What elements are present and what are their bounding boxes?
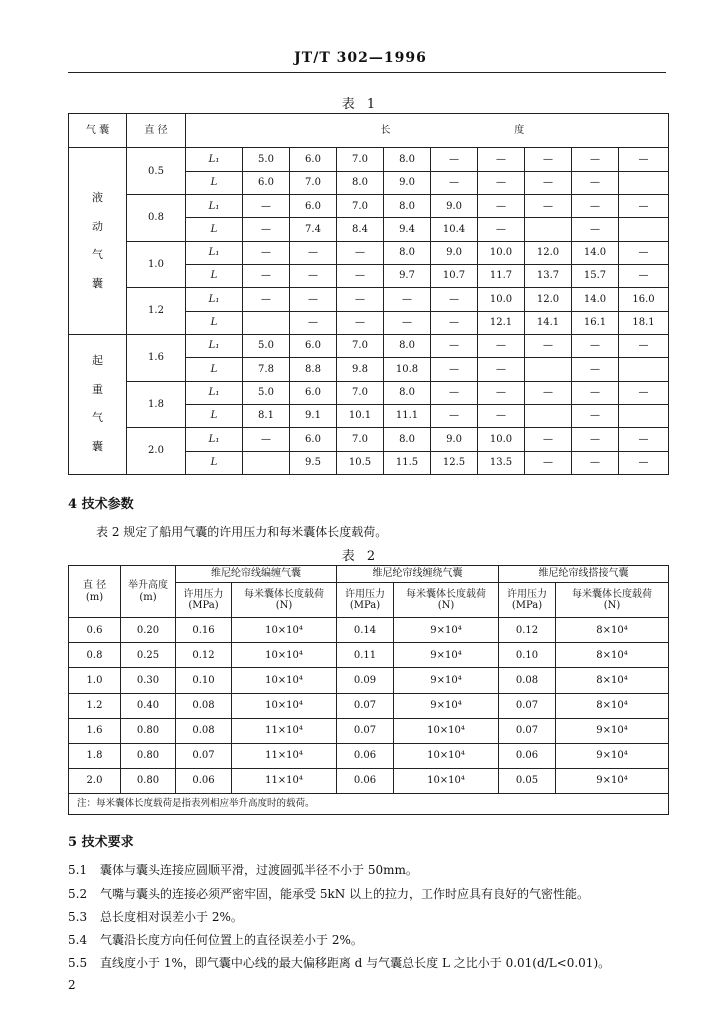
length-value-cell: 13.7 (525, 265, 572, 288)
table2-cell: 11×10⁴ (232, 718, 337, 743)
length-value-cell: 10.5 (337, 451, 384, 474)
requirement-number: 5.5 (68, 956, 88, 970)
length-value-cell: 10.0 (478, 428, 525, 451)
length-value-cell: 7.0 (337, 381, 384, 404)
t2-pressure-label: 许用压力 (345, 588, 385, 600)
table2-cell: 2.0 (69, 768, 121, 793)
table2-cell: 1.2 (69, 693, 121, 718)
diameter-cell: 2.0 (127, 428, 186, 475)
table2-cell: 10×10⁴ (394, 743, 499, 768)
table2-cell: 10×10⁴ (232, 693, 337, 718)
table1-row (69, 241, 669, 264)
length-value-cell: — (431, 288, 478, 311)
table2-cell: 0.16 (176, 618, 232, 643)
length-value-cell: 8.0 (337, 171, 384, 194)
table2-row (69, 643, 669, 668)
table2-cell: 9×10⁴ (556, 718, 669, 743)
table2-row (69, 668, 669, 693)
length-value-cell: — (431, 311, 478, 334)
table2-cell: 0.8 (69, 643, 121, 668)
t2-pressure-header (337, 582, 394, 618)
table2-header-row1 (69, 566, 669, 583)
length-value-cell: 9.0 (384, 171, 431, 194)
table2-cell: 0.08 (176, 718, 232, 743)
t2-diameter-unit: (m) (85, 591, 104, 603)
diameter-cell: 1.8 (127, 381, 186, 428)
length-value-cell: — (525, 381, 572, 404)
table2-row (69, 693, 669, 718)
table2-cell: 0.07 (337, 693, 394, 718)
length-symbol-cell: L (186, 311, 243, 334)
length-value-cell: — (619, 334, 669, 357)
length-value-cell (525, 358, 572, 381)
section5-heading: 5 技术要求 (68, 835, 134, 850)
diameter-cell: 0.5 (127, 148, 186, 195)
length-value-cell: — (525, 195, 572, 218)
type-header: 气 囊 (69, 114, 127, 148)
diameter-cell: 1.0 (127, 241, 186, 288)
length-value-cell: 8.0 (384, 148, 431, 171)
length-value-cell: — (572, 358, 619, 381)
requirement-item (68, 931, 678, 948)
length-value-cell: 10.1 (337, 404, 384, 427)
table2-cell: 0.07 (337, 718, 394, 743)
length-value-cell: 14.0 (572, 241, 619, 264)
table2-cell: 0.14 (337, 618, 394, 643)
table2-cell: 0.40 (121, 693, 176, 718)
table2-note-row (69, 793, 669, 814)
length-value-cell (619, 404, 669, 427)
t2-diameter-label: 直 径 (82, 580, 107, 592)
group-label-char: 重 (92, 382, 103, 396)
length-value-cell: — (572, 195, 619, 218)
t2-pressure-label: 许用压力 (507, 588, 547, 600)
length-value-cell: — (243, 265, 290, 288)
requirement-number: 5.3 (68, 910, 88, 924)
requirement-item (68, 861, 678, 878)
section4-heading: 4 技术参数 (68, 497, 134, 512)
table2-cell: 9×10⁴ (394, 693, 499, 718)
table2-cell: 0.11 (337, 643, 394, 668)
t2-load-header (232, 582, 337, 618)
length-value-cell: — (243, 195, 290, 218)
table2-cell: 10×10⁴ (394, 768, 499, 793)
table2-cell: 0.80 (121, 718, 176, 743)
length-value-cell: 6.0 (290, 148, 337, 171)
length-value-cell: 6.0 (290, 334, 337, 357)
requirement-text: 气囊沿长度方向任何位置上的直径误差小于 2%。 (100, 933, 363, 947)
length-value-cell: — (619, 265, 669, 288)
length-value-cell: 9.1 (290, 404, 337, 427)
length-value-cell: — (478, 148, 525, 171)
length-value-cell: — (431, 334, 478, 357)
length-value-cell: — (290, 265, 337, 288)
length-value-cell: 9.0 (431, 428, 478, 451)
page-number: 2 (68, 978, 76, 992)
table2-cell: 0.10 (499, 643, 556, 668)
length-value-cell: 6.0 (290, 381, 337, 404)
length-value-cell: 7.8 (243, 358, 290, 381)
requirement-text: 直线度小于 1%，即气囊中心线的最大偏移距离 d 与气囊总长度 L 之比小于 0.01(d/L<0.01)。 (100, 956, 611, 970)
length-value-cell: 15.7 (572, 265, 619, 288)
table2-cell: 8×10⁴ (556, 693, 669, 718)
length-value-cell: 9.7 (384, 265, 431, 288)
table2-caption: 表 2 (341, 549, 380, 564)
length-symbol-cell: L (186, 171, 243, 194)
table2-cell: 9×10⁴ (556, 743, 669, 768)
length-value-cell: 7.0 (337, 428, 384, 451)
length-value-cell: 8.1 (243, 404, 290, 427)
length-value-cell: — (478, 195, 525, 218)
t2-load-header (556, 582, 669, 618)
section4-intro: 表 2 规定了船用气囊的许用压力和每米囊体长度载荷。 (96, 525, 388, 539)
length-value-cell: 12.0 (525, 288, 572, 311)
length-value-cell: — (572, 218, 619, 241)
t2-load-header (394, 582, 499, 618)
table2-cell: 0.06 (499, 743, 556, 768)
t2-load-unit: (N) (275, 600, 293, 612)
length-symbol-cell: L₁ (186, 241, 243, 264)
length-value-cell: 14.1 (525, 311, 572, 334)
table2-cell: 1.0 (69, 668, 121, 693)
t2-group1-header: 维尼纶帘线编缠气囊 (176, 566, 337, 583)
table2-cell: 0.06 (337, 768, 394, 793)
length-value-cell: — (243, 428, 290, 451)
length-value-cell: 8.0 (384, 381, 431, 404)
table2-cell: 11×10⁴ (232, 768, 337, 793)
table2-cell: 8×10⁴ (556, 618, 669, 643)
group-label-char: 气 (92, 411, 103, 425)
t2-group2-header: 维尼纶帘线缠绕气囊 (337, 566, 499, 583)
table2-cell: 0.06 (176, 768, 232, 793)
length-symbol-cell: L (186, 218, 243, 241)
length-symbol-cell: L (186, 451, 243, 474)
length-symbol-cell: L (186, 358, 243, 381)
t2-load-label: 每米囊体长度载荷 (406, 588, 486, 600)
length-value-cell: 12.0 (525, 241, 572, 264)
length-value-cell: 8.0 (384, 195, 431, 218)
group-label-char: 动 (92, 219, 103, 233)
length-value-cell: 7.4 (290, 218, 337, 241)
requirement-number: 5.4 (68, 933, 88, 947)
group-label-char: 气 (92, 248, 103, 262)
table2-cell: 9×10⁴ (394, 643, 499, 668)
length-value-cell: 8.8 (290, 358, 337, 381)
length-value-cell: — (619, 195, 669, 218)
length-value-cell: 10.0 (478, 241, 525, 264)
group-label-char: 液 (92, 191, 103, 205)
table2-cell: 10×10⁴ (232, 618, 337, 643)
length-value-cell: 5.0 (243, 334, 290, 357)
table1-row (69, 148, 669, 171)
table2-cell: 0.10 (176, 668, 232, 693)
length-value-cell: — (431, 404, 478, 427)
length-value-cell: 13.5 (478, 451, 525, 474)
t2-lift-label: 举升高度 (128, 580, 168, 592)
length-value-cell: — (478, 171, 525, 194)
t2-pressure-unit: (MPa) (188, 600, 219, 612)
length-value-cell: — (525, 171, 572, 194)
diameter-header: 直 径 (127, 114, 186, 148)
length-value-cell: 12.5 (431, 451, 478, 474)
table2-cell: 1.6 (69, 718, 121, 743)
length-value-cell: — (478, 218, 525, 241)
t2-lift-unit: (m) (139, 591, 157, 603)
table2-cell: 0.12 (499, 618, 556, 643)
requirement-item (68, 885, 678, 902)
t2-pressure-header (176, 582, 232, 618)
t2-diameter-header (69, 566, 121, 618)
t2-load-unit: (N) (603, 600, 621, 612)
table2-cell: 0.05 (499, 768, 556, 793)
table2-row (69, 743, 669, 768)
table2-cell: 1.8 (69, 743, 121, 768)
length-value-cell: 9.4 (384, 218, 431, 241)
table1-header-row (69, 114, 669, 148)
length-value-cell: — (337, 288, 384, 311)
length-value-cell: 16.0 (619, 288, 669, 311)
length-value-cell: 6.0 (290, 195, 337, 218)
table2-cell: 10×10⁴ (394, 718, 499, 743)
length-value-cell: — (290, 311, 337, 334)
length-value-cell (619, 358, 669, 381)
length-value-cell: — (337, 265, 384, 288)
length-value-cell: 14.0 (572, 288, 619, 311)
table1-row (69, 195, 669, 218)
standard-code: JT/T 302—1996 (294, 50, 427, 66)
length-value-cell: 10.0 (478, 288, 525, 311)
requirement-text: 气嘴与囊头的连接必须严密牢固，能承受 5kN 以上的拉力，工作时应具有良好的气密性能。 (100, 887, 590, 901)
length-value-cell (243, 311, 290, 334)
length-value-cell: — (243, 241, 290, 264)
length-value-cell (525, 218, 572, 241)
group-label-lifting (69, 334, 127, 474)
t2-pressure-unit: (MPa) (511, 600, 543, 612)
length-value-cell: — (572, 428, 619, 451)
t2-load-label: 每米囊体长度载荷 (244, 588, 324, 600)
t2-pressure-unit: (MPa) (349, 600, 381, 612)
t2-pressure-header (499, 582, 556, 618)
length-symbol-cell: L₁ (186, 428, 243, 451)
length-value-cell: 7.0 (337, 195, 384, 218)
length-symbol-cell: L₁ (186, 195, 243, 218)
length-value-cell: 8.4 (337, 218, 384, 241)
length-value-cell: 8.0 (384, 334, 431, 357)
requirement-number: 5.2 (68, 887, 88, 901)
t2-lift-header (121, 566, 176, 618)
length-symbol-cell: L (186, 404, 243, 427)
length-value-cell: — (478, 404, 525, 427)
table2-cell: 0.20 (121, 618, 176, 643)
table2-cell: 0.07 (176, 743, 232, 768)
table2-cell: 0.08 (176, 693, 232, 718)
group-label-char: 囊 (92, 440, 103, 454)
t2-load-label: 每米囊体长度载荷 (572, 588, 652, 600)
table2-body (69, 566, 669, 815)
table2-cell: 0.80 (121, 743, 176, 768)
table2 (68, 565, 669, 815)
diameter-cell: 1.2 (127, 288, 186, 335)
length-symbol-cell: L₁ (186, 334, 243, 357)
table2-cell: 0.6 (69, 618, 121, 643)
table2-note: 注：每米囊体长度载荷是指表列相应举升高度时的载荷。 (69, 793, 669, 814)
table2-row (69, 618, 669, 643)
length-symbol-cell: L₁ (186, 148, 243, 171)
length-value-cell: — (619, 428, 669, 451)
length-value-cell: — (243, 218, 290, 241)
table2-row (69, 718, 669, 743)
table2-cell: 8×10⁴ (556, 668, 669, 693)
length-value-cell: — (384, 288, 431, 311)
length-value-cell: — (525, 334, 572, 357)
table1 (68, 113, 669, 475)
group-label-char: 囊 (92, 276, 103, 290)
table1-row (69, 334, 669, 357)
length-value-cell: 11.7 (478, 265, 525, 288)
length-value-cell: — (525, 428, 572, 451)
diameter-cell: 1.6 (127, 334, 186, 381)
diameter-cell: 0.8 (127, 195, 186, 242)
length-value-cell: 5.0 (243, 148, 290, 171)
table2-cell: 10×10⁴ (232, 643, 337, 668)
length-value-cell: 10.8 (384, 358, 431, 381)
length-value-cell: — (572, 381, 619, 404)
requirement-item (68, 954, 678, 971)
t2-load-unit: (N) (437, 600, 455, 612)
table2-cell: 0.09 (337, 668, 394, 693)
length-value-cell: 9.5 (290, 451, 337, 474)
table2-cell: 9×10⁴ (556, 768, 669, 793)
group-label-char: 起 (92, 354, 103, 368)
requirement-text: 总长度相对误差小于 2%。 (100, 910, 243, 924)
length-value-cell: — (572, 334, 619, 357)
table2-cell: 0.08 (499, 668, 556, 693)
length-value-cell: — (384, 311, 431, 334)
length-header-part2: 度 (431, 114, 669, 148)
t2-group3-header: 维尼纶帘线搭接气囊 (499, 566, 669, 583)
group-label-hydraulic (69, 148, 127, 335)
length-value-cell: — (572, 451, 619, 474)
table2-cell: 0.30 (121, 668, 176, 693)
length-value-cell: 12.1 (478, 311, 525, 334)
table2-cell: 0.25 (121, 643, 176, 668)
length-value-cell: — (572, 171, 619, 194)
length-value-cell: — (337, 241, 384, 264)
table1-row (69, 381, 669, 404)
length-header-part1: 长 (186, 114, 431, 148)
length-value-cell: — (619, 241, 669, 264)
length-value-cell (619, 171, 669, 194)
length-value-cell: 7.0 (337, 148, 384, 171)
length-value-cell: — (290, 241, 337, 264)
length-value-cell: 7.0 (290, 171, 337, 194)
table1-body (69, 114, 669, 475)
table2-cell: 10×10⁴ (232, 668, 337, 693)
length-value-cell: — (290, 288, 337, 311)
length-value-cell: 9.0 (431, 195, 478, 218)
length-value-cell: — (431, 171, 478, 194)
length-value-cell: 9.8 (337, 358, 384, 381)
length-value-cell (243, 451, 290, 474)
length-symbol-cell: L₁ (186, 288, 243, 311)
length-value-cell: 8.0 (384, 241, 431, 264)
length-value-cell: — (243, 288, 290, 311)
header-rule (68, 72, 666, 73)
length-value-cell: — (478, 358, 525, 381)
length-value-cell: 7.0 (337, 334, 384, 357)
table1-row (69, 288, 669, 311)
length-value-cell: — (431, 358, 478, 381)
length-value-cell: 5.0 (243, 381, 290, 404)
length-value-cell: 8.0 (384, 428, 431, 451)
table2-cell: 0.06 (337, 743, 394, 768)
length-value-cell: — (525, 451, 572, 474)
length-value-cell: 11.5 (384, 451, 431, 474)
length-value-cell: 6.0 (243, 171, 290, 194)
length-value-cell: — (619, 451, 669, 474)
length-value-cell: — (619, 381, 669, 404)
requirement-number: 5.1 (68, 863, 88, 877)
length-value-cell: — (478, 334, 525, 357)
length-value-cell: 18.1 (619, 311, 669, 334)
length-value-cell: — (619, 148, 669, 171)
t2-pressure-label: 许用压力 (183, 588, 224, 600)
length-value-cell: — (572, 148, 619, 171)
requirement-text: 囊体与囊头连接应圆顺平滑，过渡圆弧半径不小于 50mm。 (100, 863, 418, 877)
length-value-cell: — (431, 381, 478, 404)
length-value-cell: 6.0 (290, 428, 337, 451)
table1-caption: 表 1 (341, 97, 380, 112)
table1-row (69, 428, 669, 451)
table2-cell: 0.07 (499, 718, 556, 743)
table2-cell: 0.80 (121, 768, 176, 793)
length-value-cell: — (525, 148, 572, 171)
length-value-cell: — (337, 311, 384, 334)
length-value-cell: 10.7 (431, 265, 478, 288)
table2-cell: 8×10⁴ (556, 643, 669, 668)
length-value-cell: 16.1 (572, 311, 619, 334)
length-symbol-cell: L₁ (186, 381, 243, 404)
length-value-cell: — (478, 381, 525, 404)
table2-row (69, 768, 669, 793)
table2-cell: 0.12 (176, 643, 232, 668)
length-value-cell: 9.0 (431, 241, 478, 264)
table2-cell: 9×10⁴ (394, 668, 499, 693)
length-value-cell: 11.1 (384, 404, 431, 427)
length-value-cell: 10.4 (431, 218, 478, 241)
table2-cell: 0.07 (499, 693, 556, 718)
length-value-cell: — (431, 148, 478, 171)
length-value-cell (619, 218, 669, 241)
length-value-cell: — (572, 404, 619, 427)
table2-cell: 9×10⁴ (394, 618, 499, 643)
requirement-item (68, 908, 678, 925)
length-symbol-cell: L (186, 265, 243, 288)
table2-cell: 11×10⁴ (232, 743, 337, 768)
length-value-cell (525, 404, 572, 427)
